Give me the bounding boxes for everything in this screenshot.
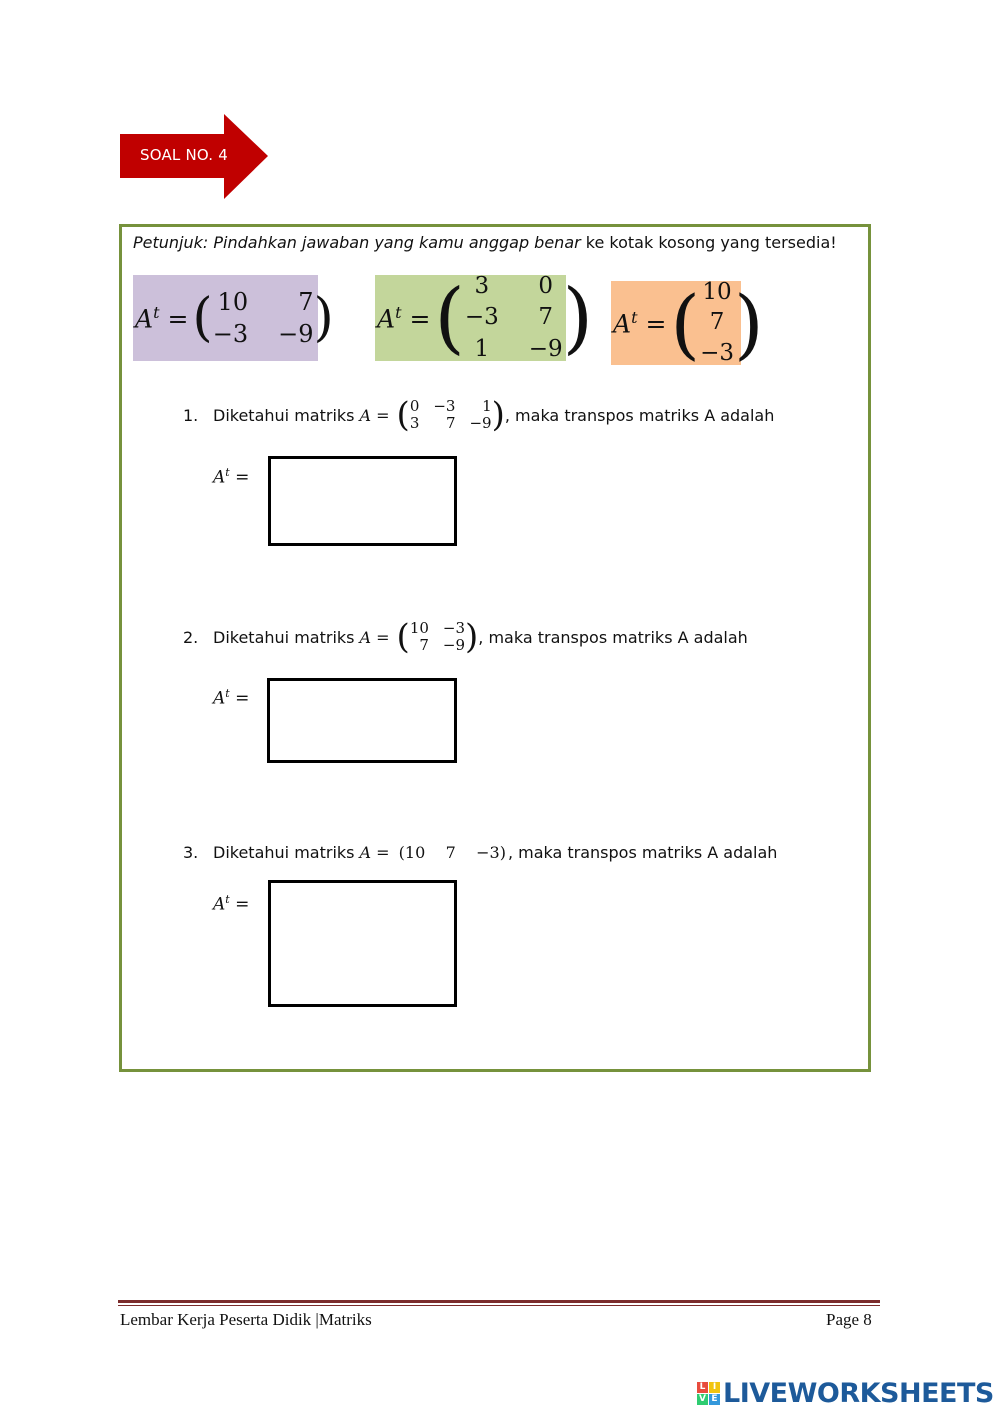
instruction-italic: Petunjuk: Pindahkan jawaban yang kamu anggap benar xyxy=(133,233,581,252)
left-paren: ( xyxy=(434,273,465,363)
logo-mark-square: I xyxy=(709,1382,720,1393)
question-row-matrix: (10 7 −3) xyxy=(398,843,506,862)
matrix-cell: −3 xyxy=(212,320,249,348)
question-matrix: ( 0 −3 1 3 7 −9 ) xyxy=(396,395,505,435)
instruction-text xyxy=(133,233,837,252)
question-number: 3. xyxy=(183,843,199,862)
question-matrix: ( 10 −3 7 −9 ) xyxy=(396,617,479,657)
matrix-cell: −9 xyxy=(528,335,563,362)
matrix-cell: 7 xyxy=(445,414,456,432)
answer-label-1: $A^t$ = xyxy=(213,466,250,488)
matrix-cell: 10 xyxy=(702,278,732,305)
answer-dropzone-1[interactable] xyxy=(268,456,457,546)
matrix-cell: −3 xyxy=(700,340,734,367)
question-suffix: , maka transpos matriks A adalah xyxy=(504,405,775,425)
question-number: 1. xyxy=(183,405,199,425)
option-card-3x1[interactable] xyxy=(611,278,764,368)
matrix-cell: −3 xyxy=(442,619,466,637)
question-2 xyxy=(183,617,748,657)
answer-dropzone-3[interactable] xyxy=(268,880,457,1007)
footer-rule-thick xyxy=(118,1300,880,1303)
logo-mark-icon xyxy=(697,1382,720,1405)
option-matrix xyxy=(670,279,763,368)
matrix-cell: 0 xyxy=(538,273,554,300)
left-paren: ( xyxy=(670,278,701,368)
matrix-cell: 1 xyxy=(474,335,490,362)
footer-rule-thin xyxy=(118,1305,880,1306)
answer-label-2: $A^t$ = xyxy=(213,687,250,709)
right-paren: ) xyxy=(562,273,594,363)
option-lhs: $A^t$ = xyxy=(135,302,189,334)
matrix-cell: −3 xyxy=(433,397,456,415)
question-prefix: Diketahui matriks xyxy=(213,843,355,862)
soal-arrow-banner xyxy=(120,114,270,200)
question-3 xyxy=(183,843,777,862)
right-paren: ) xyxy=(313,288,334,348)
soal-label: SOAL NO. 4 xyxy=(140,146,228,164)
matrix-cell: 7 xyxy=(419,636,429,654)
option-lhs: $A^t$ = xyxy=(613,307,667,339)
option-matrix xyxy=(192,288,333,348)
left-paren: ( xyxy=(192,288,213,348)
question-number: 2. xyxy=(183,627,199,647)
question-1 xyxy=(183,395,775,435)
question-suffix: , maka transpos matriks A adalah xyxy=(478,627,748,647)
option-lhs: $A^t$ = xyxy=(377,302,431,334)
question-suffix: , maka transpos matriks A adalah xyxy=(507,843,778,862)
matrix-cell: 0 xyxy=(409,397,420,415)
question-var: A = xyxy=(359,627,390,647)
question-prefix: Diketahui matriks xyxy=(213,405,355,425)
matrix-cell: 7 xyxy=(538,304,554,331)
logo-mark-square: L xyxy=(697,1382,708,1393)
answer-dropzone-2[interactable] xyxy=(267,678,457,763)
logo-mark-square: E xyxy=(709,1394,720,1405)
option-card-3x2[interactable] xyxy=(375,273,594,363)
question-var: A = xyxy=(359,405,390,425)
matrix-cell: 3 xyxy=(409,414,420,432)
matrix-cell: 10 xyxy=(409,619,429,637)
matrix-cell: 1 xyxy=(482,397,492,415)
brand-text: LIVEWORKSHEETS xyxy=(723,1378,994,1409)
liveworksheets-logo[interactable] xyxy=(697,1378,994,1409)
matrix-cell: −9 xyxy=(469,414,492,432)
matrix-cell: 7 xyxy=(298,288,314,316)
instruction-normal: ke kotak kosong yang tersedia! xyxy=(580,233,837,252)
option-card-2x2[interactable] xyxy=(133,275,334,361)
answer-label-3: $A^t$ = xyxy=(213,893,250,915)
question-prefix: Diketahui matriks xyxy=(213,627,355,647)
matrix-cell: 10 xyxy=(217,288,249,316)
logo-mark-square: V xyxy=(697,1394,708,1405)
question-var: A = xyxy=(359,843,390,862)
matrix-cell: 3 xyxy=(474,273,490,300)
matrix-cell: −9 xyxy=(442,636,466,654)
matrix-cell: −9 xyxy=(278,320,314,348)
option-matrix xyxy=(434,273,593,363)
page-number: Page 8 xyxy=(826,1310,872,1329)
matrix-cell: 7 xyxy=(709,309,725,336)
matrix-cell: −3 xyxy=(464,304,499,331)
footer-title: Lembar Kerja Peserta Didik |Matriks xyxy=(120,1310,372,1329)
right-paren: ) xyxy=(733,278,764,368)
